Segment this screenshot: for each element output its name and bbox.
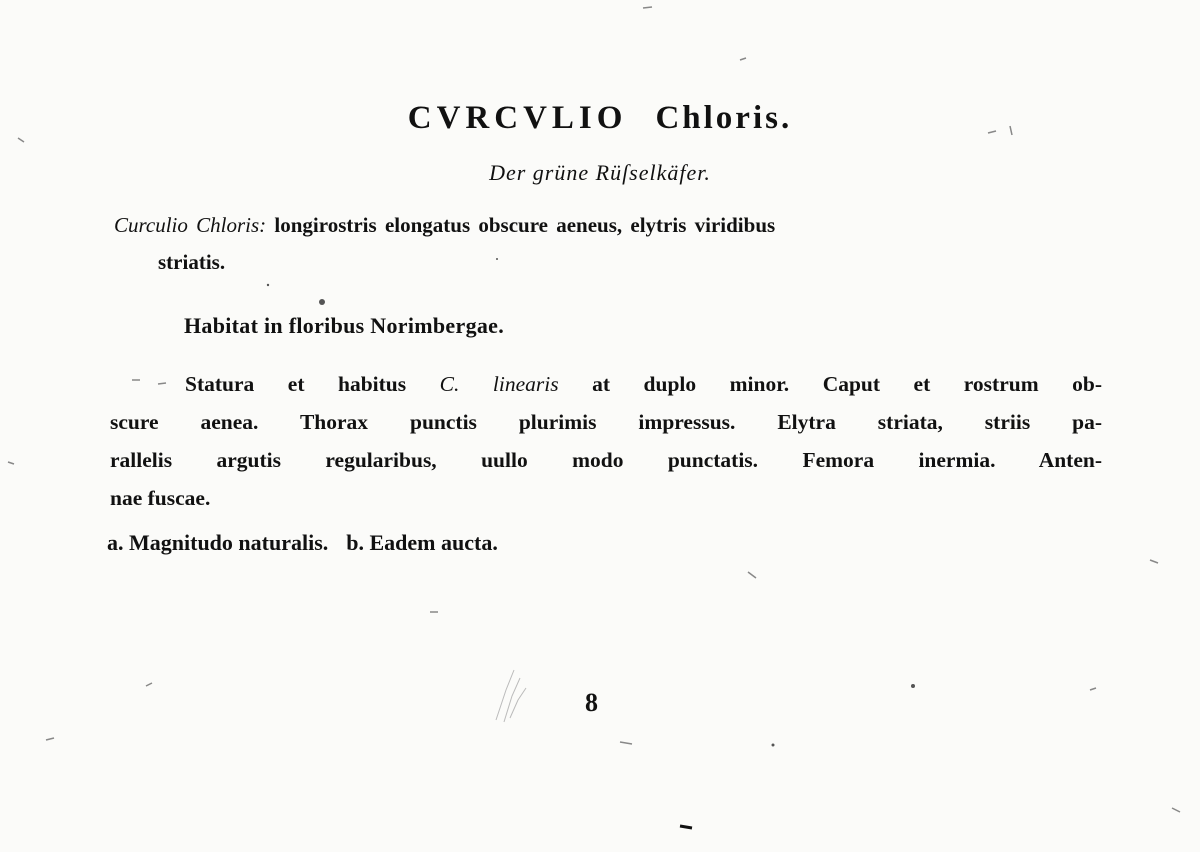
habitat-line: Habitat in floribus Norimbergae. (184, 313, 505, 338)
diagnosis-name: Curculio Chloris: (114, 213, 267, 237)
page-title (0, 100, 1200, 137)
description-line (110, 365, 1102, 403)
common-name: Der grüne Rüſselkäfer. (489, 160, 711, 185)
description-line: rallelis argutis regularibus, uullo modo punctatis. Femora inermia. Anten- (110, 448, 1102, 472)
diagnosis-continuation: striatis. (158, 250, 226, 274)
species-reference: C. linearis (439, 372, 559, 396)
description-line: nae fuscae. (110, 486, 211, 510)
caption-b: b. Eadem aucta. (346, 530, 498, 555)
genus-name: CVRCVLIO (407, 100, 628, 136)
description-text: at duplo minor. Caput et rostrum ob- (592, 372, 1102, 396)
diagnosis-paragraph (114, 207, 1104, 281)
species-name: Chloris. (655, 100, 793, 136)
description-paragraph (110, 365, 1102, 517)
description-text: Statura et habitus (185, 372, 407, 396)
figure-caption (107, 530, 498, 556)
diagnosis-text: longirostris elongatus obscure aeneus, elytris viridibus (274, 213, 776, 237)
caption-a: a. Magnitudo naturalis. (107, 530, 329, 555)
page-number: 8 (585, 688, 598, 717)
description-line: scure aenea. Thorax punctis plurimis impressus. Elytra striata, striis pa- (110, 410, 1102, 434)
